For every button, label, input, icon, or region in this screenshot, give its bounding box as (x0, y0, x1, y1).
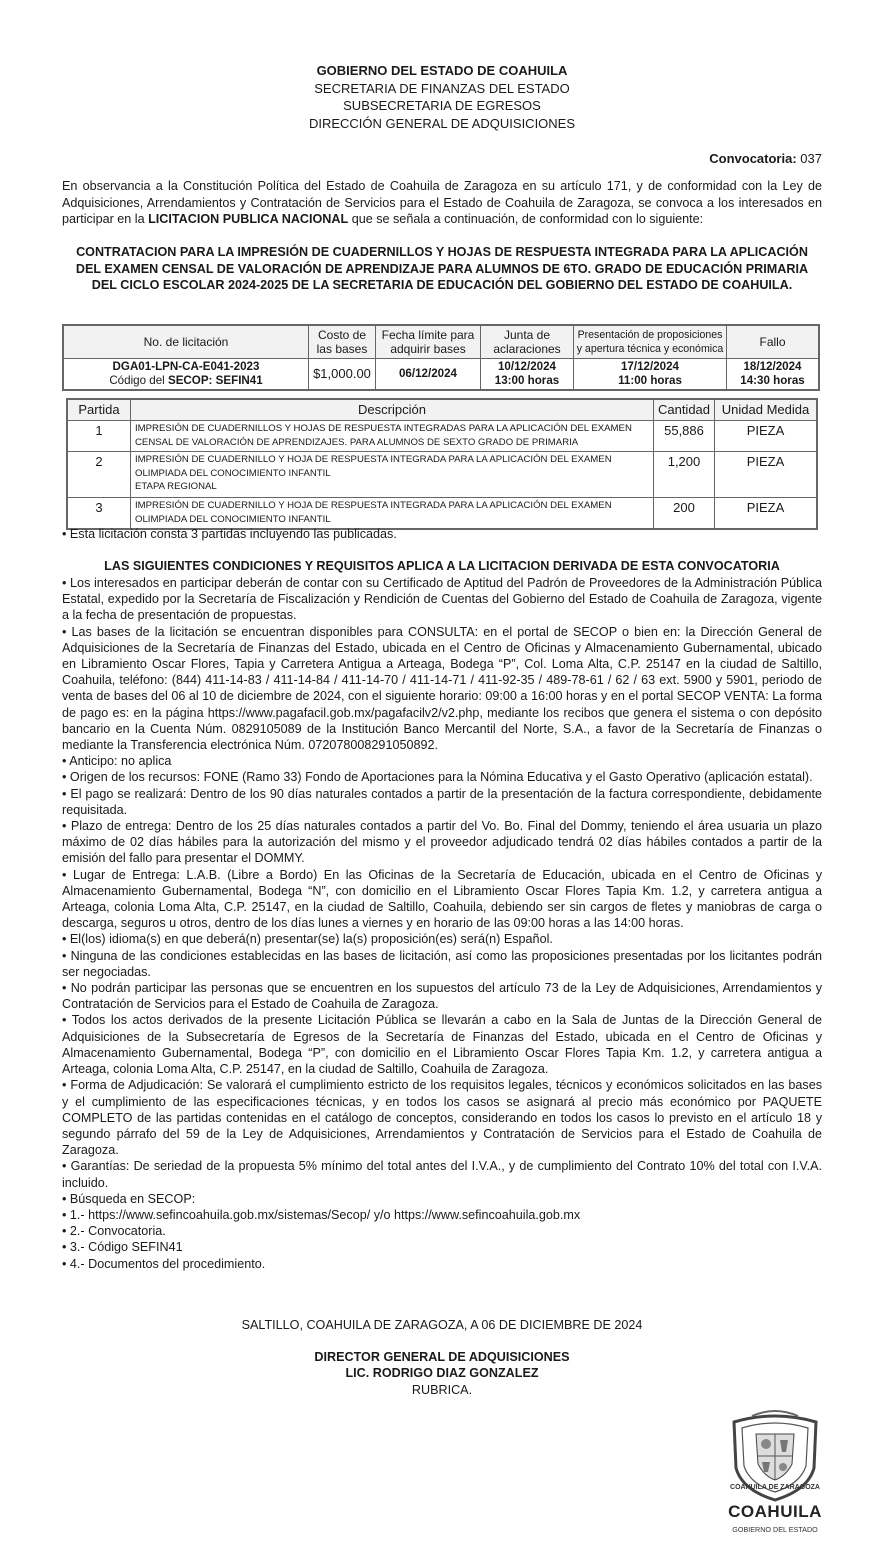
convocatoria-number (709, 151, 822, 166)
conditions-list (62, 575, 822, 1272)
header-partida: Partida (67, 399, 131, 421)
cell-partida: 1 (67, 421, 131, 452)
header-descripcion: Descripción (131, 399, 654, 421)
header-fallo: Fallo (727, 325, 820, 359)
condition-item: • Búsqueda en SECOP: (62, 1191, 196, 1206)
cell-junta: 10/12/2024 13:00 horas (481, 359, 574, 391)
intro-text-before: En observancia a la Constitución Política del Estado de Coahuila de Zaragoza en su artículo 171, y de conformidad con la Ley de Adquisiciones, Arrendamientos y Contratación de Servicios para el Estado de Coahuila de Zaragoza, se convoca a los interesados en participar en la (62, 179, 822, 227)
convocatoria-label: Convocatoria: (709, 151, 797, 166)
header-direccion: DIRECCIÓN GENERAL DE ADQUISICIONES (308, 115, 576, 131)
condition-item: • Garantías: De seriedad de la propuesta 5% mínimo del total antes del I.V.A., y de cumplimiento del Contrato 10% del total con I.V.A. incluido. (62, 1159, 822, 1190)
condition-item: • Las bases de la licitación se encuentran disponibles para CONSULTA: en el portal de SECOP o bien en: la Dirección General de Adquisiciones de la Secretaría de Finanzas del Estado, ubicada en el Centro de Oficinas y Almacenamiento Gubernamental, ubicado en Libramiento Oscar Flores, Tapia y Carretera Antigua a Arteaga, Bodega “P”, Col. Loma Alta, C.P. 25147 en la ciudad de Saltillo, Coahuila, teléfono: (844) 411-14-83 / 411-14-84 / 411-14-70 / 411-14-71 / 411-92-35 / 489-78-61 / 62 / 63 ext. 5900 y 5901, periodo de venta de bases del 06 al 10 de diciembre de 2024, con el siguiente horario: 09:00 a 16:00 horas y en el portal SECOP VENTA: La forma de pago es: en la página https://www.pagafacil.gob.mx/pagafacilv2/v2.php, mediante los recibos que genera el sistema o con depósito bancario en la Cuenta Núm. 0829105089 de la Institución Banco Mercantil del Norte, S.A., a favor de la Secretaría de Finanzas o mediante la Transferencia electrónica Núm. 072078008291050892. (62, 624, 822, 753)
condition-item: • Plazo de entrega: Dentro de los 25 días naturales contados a partir del Vo. Bo. Final del Dommy, teniendo el área usuaria un plazo máximo de 02 días hábiles para la autorización del mismo y el proveedor adjudicado tendrá 02 días hábiles contados a partir de la emisión del fallo para presentar el DOMMY. (62, 819, 822, 866)
header-numero: No. de licitación (63, 325, 309, 359)
cell-costo: $1,000.00 (309, 359, 376, 391)
header-cantidad: Cantidad (654, 399, 715, 421)
table-row (67, 452, 817, 498)
seal-subtitle: GOBIERNO DEL ESTADO (732, 1525, 818, 1534)
cell-cantidad: 55,886 (654, 421, 715, 452)
cell-fallo: 18/12/2024 14:30 horas (727, 359, 820, 391)
intro-text-after: que se señala a continuación, de conformidad con lo siguiente: (348, 212, 704, 227)
place-date: SALTILLO, COAHUILA DE ZARAGOZA, A 06 DE DICIEMBRE DE 2024 (241, 1318, 643, 1332)
tender-schedule-table (62, 324, 820, 391)
cell-numero: DGA01-LPN-CA-E041-2023 Código del SECOP: SEFIN41 (63, 359, 309, 391)
cell-fecha-limite: 06/12/2024 (376, 359, 481, 391)
condition-item: • Anticipo: no aplica (62, 754, 172, 769)
condition-item: • 1.- https://www.sefincoahuila.gob.mx/sistemas/Secop/ y/o https://www.sefincoahuila.gob.mx (62, 1207, 581, 1222)
cell-unidad: PIEZA (715, 498, 818, 530)
cell-cantidad: 200 (654, 498, 715, 530)
condition-item: • Ninguna de las condiciones establecidas en las bases de licitación, así como las proposiciones presentadas por los licitantes podrán ser negociadas. (62, 948, 822, 979)
rubrica: RUBRICA. (411, 1382, 473, 1397)
coahuila-coat-of-arms-icon (722, 1408, 828, 1504)
cell-descripcion: IMPRESIÓN DE CUADERNILLO Y HOJA DE RESPUESTA INTEGRADA PARA LA APLICACIÓN DEL EXAMEN OLIMPIADA DEL CONOCIMIENTO INFANTIL ETAPA REGIONAL (131, 452, 654, 498)
condition-item: • No podrán participar las personas que se encuentren en los supuestos del artículo 73 de la Ley de Adquisiciones, Arrendamientos y Contratación de Servicios para el Estado de Coahuila de Zaragoza. (62, 981, 822, 1012)
intro-text-bold: LICITACION PUBLICA NACIONAL (148, 212, 349, 227)
condition-item: • 2.- Convocatoria. (62, 1224, 166, 1239)
cell-unidad: PIEZA (715, 452, 818, 498)
header-junta: Junta de aclaraciones (481, 325, 574, 359)
cell-partida: 2 (67, 452, 131, 498)
table-row (67, 421, 817, 452)
items-table (66, 398, 818, 530)
condition-item: • Lugar de Entrega: L.A.B. (Libre a Bordo) En las Oficinas de la Secretaría de Educación, ubicada en el Centro de Oficinas y Almacenamiento Gubernamental, Bodega “N”, con domicilio en el Libramiento Oscar Flores Tapia Km. 1.2, y carretera antigua a Arteaga, colonia Loma Alta, C.P. 25147, en la ciudad de Saltillo, Coahuila, debiendo ser sin cargos de fletes y maniobras de carga o descarga, seguros u otros, dentro de los días lunes a viernes y en horario de las 09:00 horas a las 14:00 horas. (62, 867, 822, 931)
signature-block (62, 1349, 822, 1398)
cell-partida: 3 (67, 498, 131, 530)
cell-descripcion: IMPRESIÓN DE CUADERNILLO Y HOJA DE RESPUESTA INTEGRADA PARA LA APLICACIÓN DEL EXAMEN OLIMPIADA DEL CONOCIMIENTO INFANTIL (131, 498, 654, 530)
header-costo: Costo de las bases (309, 325, 376, 359)
condition-item: • Los interesados en participar deberán de contar con su Certificado de Aptitud del Padrón de Proveedores de la Administración Pública Estatal, expedido por la Secretaría de Fiscalización y Rendición de Cuentas del Gobierno del Estado de Coahuila de Zaragoza, vigente a la fecha de presentación de propuestas. (62, 576, 822, 623)
intro-paragraph (62, 178, 822, 228)
conditions-title: LAS SIGUIENTES CONDICIONES Y REQUISITOS APLICA A LA LICITACION DERIVADA DE ESTA CONVOCATORIA (104, 559, 780, 573)
document-header (62, 62, 822, 132)
table-row (67, 498, 817, 530)
condition-item: • 3.- Código SEFIN41 (62, 1240, 183, 1255)
partidas-note: • Esta licitación consta 3 partidas incluyendo las publicadas. (62, 527, 397, 541)
cell-presentacion: 17/12/2024 11:00 horas (574, 359, 727, 391)
condition-item: • Origen de los recursos: FONE (Ramo 33) Fondo de Aportaciones para la Nómina Educativa y el Gasto Operativo (aplicación estatal). (62, 770, 813, 785)
header-secretaria: SECRETARIA DE FINANZAS DEL ESTADO (314, 80, 570, 96)
header-subsecretaria: SUBSECRETARIA DE EGRESOS (343, 98, 541, 113)
header-government: GOBIERNO DEL ESTADO DE COAHUILA (316, 63, 568, 78)
cell-cantidad: 1,200 (654, 452, 715, 498)
tender-table-header-row (63, 325, 819, 359)
seal-arc-text: COAHUILA DE ZARAGOZA (730, 1484, 820, 1491)
signer-name: LIC. RODRIGO DIAZ GONZALEZ (345, 1366, 539, 1381)
convocatoria-value: 037 (800, 151, 822, 166)
cell-descripcion: IMPRESIÓN DE CUADERNILLOS Y HOJAS DE RESPUESTA INTEGRADAS PARA LA APLICACIÓN DEL EXAMEN CENSAL DE VALORACIÓN DE APRENDIZAJES. PARA ALUMNOS DE SEXTO GRADO DE PRIMARIA (131, 421, 654, 452)
cell-unidad: PIEZA (715, 421, 818, 452)
condition-item: • El(los) idioma(s) en que deberá(n) presentar(se) la(s) proposición(es) será(n) Español. (62, 932, 553, 947)
condition-item: • El pago se realizará: Dentro de los 90 días naturales contados a partir de la presentación de la factura correspondiente, debidamente requisitada. (62, 786, 822, 817)
condition-item: • Todos los actos derivados de la presente Licitación Pública se llevarán a cabo en la Sala de Juntas de la Dirección General de Adquisiciones de la Subsecretaría de Egresos de la Secretaría de Finanzas del Estado, ubicada en el Centro de Oficinas y Almacenamiento Gubernamental, Bodega “P”, con domicilio en el Libramiento Oscar Flores Tapia Km. 1.2, y carretera antigua a Arteaga, colonia Loma Alta, C.P. 25147, en la ciudad de Saltillo, Coahuila de Zaragoza. (62, 1013, 822, 1077)
header-fecha-limite: Fecha límite para adquirir bases (376, 325, 481, 359)
tender-title: CONTRATACION PARA LA IMPRESIÓN DE CUADERNILLOS Y HOJAS DE RESPUESTA INTEGRADA PARA LA APLICACIÓN DEL EXAMEN CENSAL DE VALORACIÓN DE APRENDIZAJE PARA ALUMNOS DE 6TO. GRADO DE EDUCACIÓN PRIMARIA DEL CICLO ESCOLAR 2024-2025 DE LA SECRETARIA DE EDUCACIÓN DEL GOBIERNO DEL ESTADO DE COAHUILA. (75, 245, 809, 293)
condition-item: • Forma de Adjudicación: Se valorará el cumplimiento estricto de los requisitos legales, técnicos y económicos solicitados en las bases y el cumplimiento de las especificaciones técnicas, y en todos los casos se asignará al precio más económico por PAQUETE COMPLETO de las partidas contenidas en el catálogo de conceptos, considerando en todos los casos lo previsto en el artículo 18 y segundo párrafo del 59 de la Ley de Adquisiciones, Arrendamientos y Contratación de Servicios para el Estado de Coahuila de Zaragoza. (62, 1078, 822, 1158)
seal-state-name: COAHUILA (728, 1502, 822, 1521)
condition-item: • 4.- Documentos del procedimiento. (62, 1256, 266, 1271)
signer-position: DIRECTOR GENERAL DE ADQUISICIONES (314, 1350, 570, 1364)
header-unidad: Unidad Medida (715, 399, 818, 421)
items-table-header-row (67, 399, 817, 421)
tender-table-row (63, 359, 819, 391)
header-presentacion: Presentación de proposiciones y apertura técnica y económica (574, 325, 727, 359)
